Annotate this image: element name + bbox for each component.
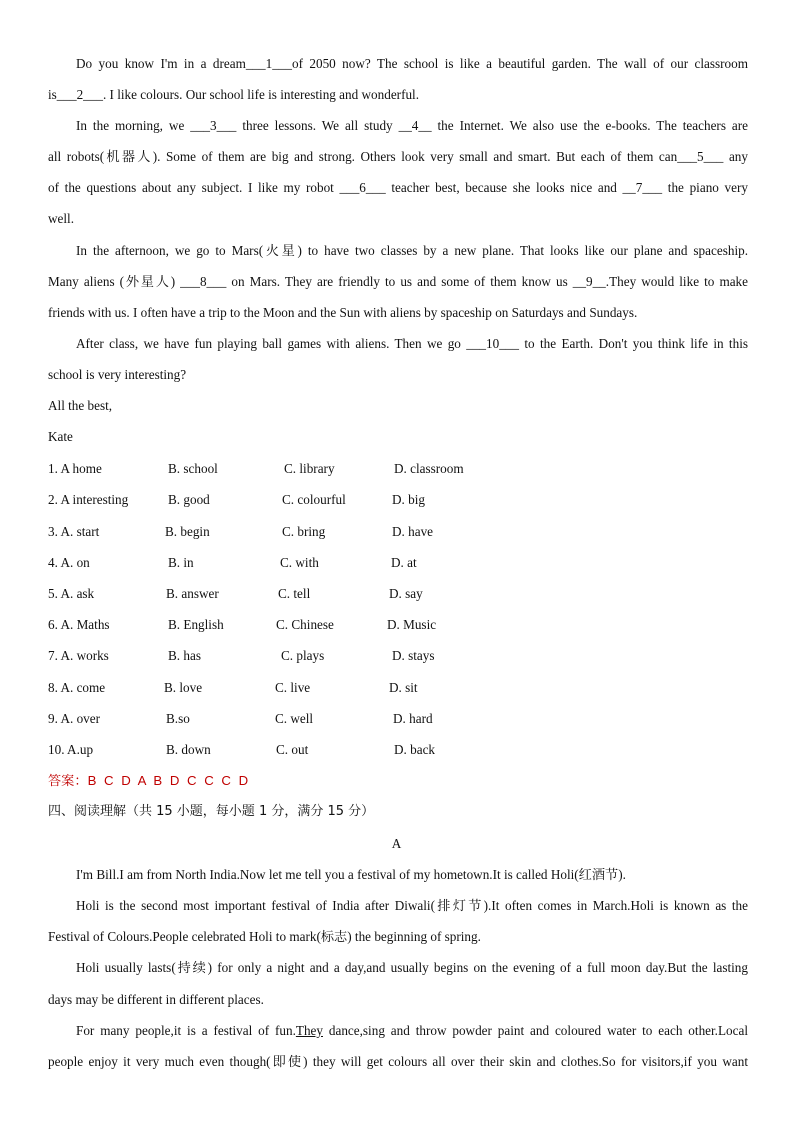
option-c: C. Chinese	[276, 617, 334, 632]
option-a: 6. A. Maths	[48, 617, 110, 632]
option-d: D. at	[391, 555, 417, 570]
option-row	[48, 615, 748, 635]
option-b: B. down	[166, 742, 211, 757]
option-row	[48, 646, 748, 666]
option-a: 2. A interesting	[48, 492, 129, 507]
option-b: B.so	[166, 711, 190, 726]
option-a: 1. A home	[48, 461, 102, 476]
option-row	[48, 553, 748, 573]
option-row	[48, 678, 748, 698]
option-b: B. school	[168, 461, 218, 476]
option-c: C. library	[284, 461, 335, 476]
passage1-line: friends with us. I often have a trip to the Moon and the Sun with aliens by spaceship on Saturdays and Sundays.	[48, 305, 638, 320]
option-b: B. good	[168, 492, 210, 507]
option-a: 8. A. come	[48, 680, 106, 695]
answer-key	[48, 771, 748, 791]
option-d: D. big	[392, 492, 425, 507]
passage1-line: Many aliens (外星人) ___8___ on Mars. They are friendly to us and some of them know us __9__.They would like to make	[48, 274, 748, 289]
part-label: A	[391, 836, 402, 851]
answer-value: B C D A B D C C C D	[87, 773, 251, 788]
option-c: C. colourful	[282, 492, 346, 507]
option-d: D. have	[392, 524, 434, 539]
option-d: D. hard	[393, 711, 433, 726]
signature-name: Kate	[48, 429, 73, 444]
option-d: D. Music	[387, 617, 437, 632]
option-b: B. love	[164, 680, 203, 695]
passage1-line: well.	[48, 211, 75, 226]
option-row	[48, 459, 748, 479]
option-row	[48, 490, 748, 510]
underlined-word: They	[295, 1023, 323, 1038]
option-b: B. answer	[166, 586, 219, 601]
option-row	[48, 584, 748, 604]
passage2-line-with-underline: For many people,it is a festival of fun.They dance,sing and throw powder paint and coloured water to each other.Local	[76, 1023, 748, 1038]
option-a: 5. A. ask	[48, 586, 95, 601]
passage1-line: In the morning, we ___3___ three lessons. We all study __4__ the Internet. We also use the e-books. The teachers are	[76, 118, 748, 133]
option-row	[48, 522, 748, 542]
passage1-line: school is very interesting?	[48, 367, 187, 382]
option-c: C. plays	[281, 648, 325, 663]
option-c: C. tell	[278, 586, 311, 601]
passage1-line: is___2___. I like colours. Our school life is interesting and wonderful.	[48, 87, 420, 102]
option-b: B. begin	[165, 524, 210, 539]
option-c: C. bring	[282, 524, 326, 539]
option-row	[48, 709, 748, 729]
option-a: 7. A. works	[48, 648, 109, 663]
option-a: 3. A. start	[48, 524, 100, 539]
option-d: D. stays	[392, 648, 435, 663]
passage2-line: Holi usually lasts(持续) for only a night and a day,and usually begins on the evening of a full moon day.But the lasting	[76, 960, 748, 975]
passage2-line: Holi is the second most important festival of India after Diwali(排灯节).It often comes in March.Holi is known as the	[76, 898, 748, 913]
passage1-line: After class, we have fun playing ball games with aliens. Then we go ___10___ to the Earth. Don't you think life in this	[76, 336, 748, 351]
passage1-line: of the questions about any subject. I like my robot ___6___ teacher best, because she looks nice and __7___ the piano very	[48, 180, 748, 195]
passage2-line: people enjoy it very much even though(即使) they will get colours all over their skin and clothes.So for visitors,if you want	[48, 1054, 748, 1069]
option-d: D. back	[394, 742, 436, 757]
option-d: D. classroom	[394, 461, 464, 476]
option-d: D. say	[389, 586, 423, 601]
signoff: All the best,	[48, 398, 113, 413]
option-a: 10. A.up	[48, 742, 94, 757]
option-a: 4. A. on	[48, 555, 90, 570]
option-d: D. sit	[389, 680, 418, 695]
passage1-line: Do you know I'm in a dream___1___of 2050 now? The school is like a beautiful garden. The wall of our classroom	[76, 56, 748, 71]
option-b: B. has	[168, 648, 201, 663]
answer-label: 答案：	[48, 773, 88, 788]
option-c: C. with	[280, 555, 319, 570]
section-title: 四、阅读理解（共 15 小题，每小题 1 分，满分 15 分）	[48, 804, 375, 819]
option-a: 9. A. over	[48, 711, 101, 726]
passage2-line: I'm Bill.I am from North India.Now let me tell you a festival of my hometown.It is called Holi(红酒节).	[76, 867, 626, 882]
option-c: C. out	[276, 742, 309, 757]
option-b: B. English	[168, 617, 224, 632]
passage1-line: all robots(机器人). Some of them are big and strong. Others look very small and smart. But each of them can___5___ any	[48, 149, 748, 164]
option-c: C. live	[275, 680, 311, 695]
passage2-line: Festival of Colours.People celebrated Holi to mark(标志) the beginning of spring.	[48, 929, 481, 944]
passage1-line: In the afternoon, we go to Mars(火星) to have two classes by a new plane. That looks like our plane and spaceship.	[76, 243, 748, 258]
option-c: C. well	[275, 711, 314, 726]
passage2-line: days may be different in different places.	[48, 992, 264, 1007]
option-row	[48, 740, 748, 760]
option-b: B. in	[168, 555, 194, 570]
